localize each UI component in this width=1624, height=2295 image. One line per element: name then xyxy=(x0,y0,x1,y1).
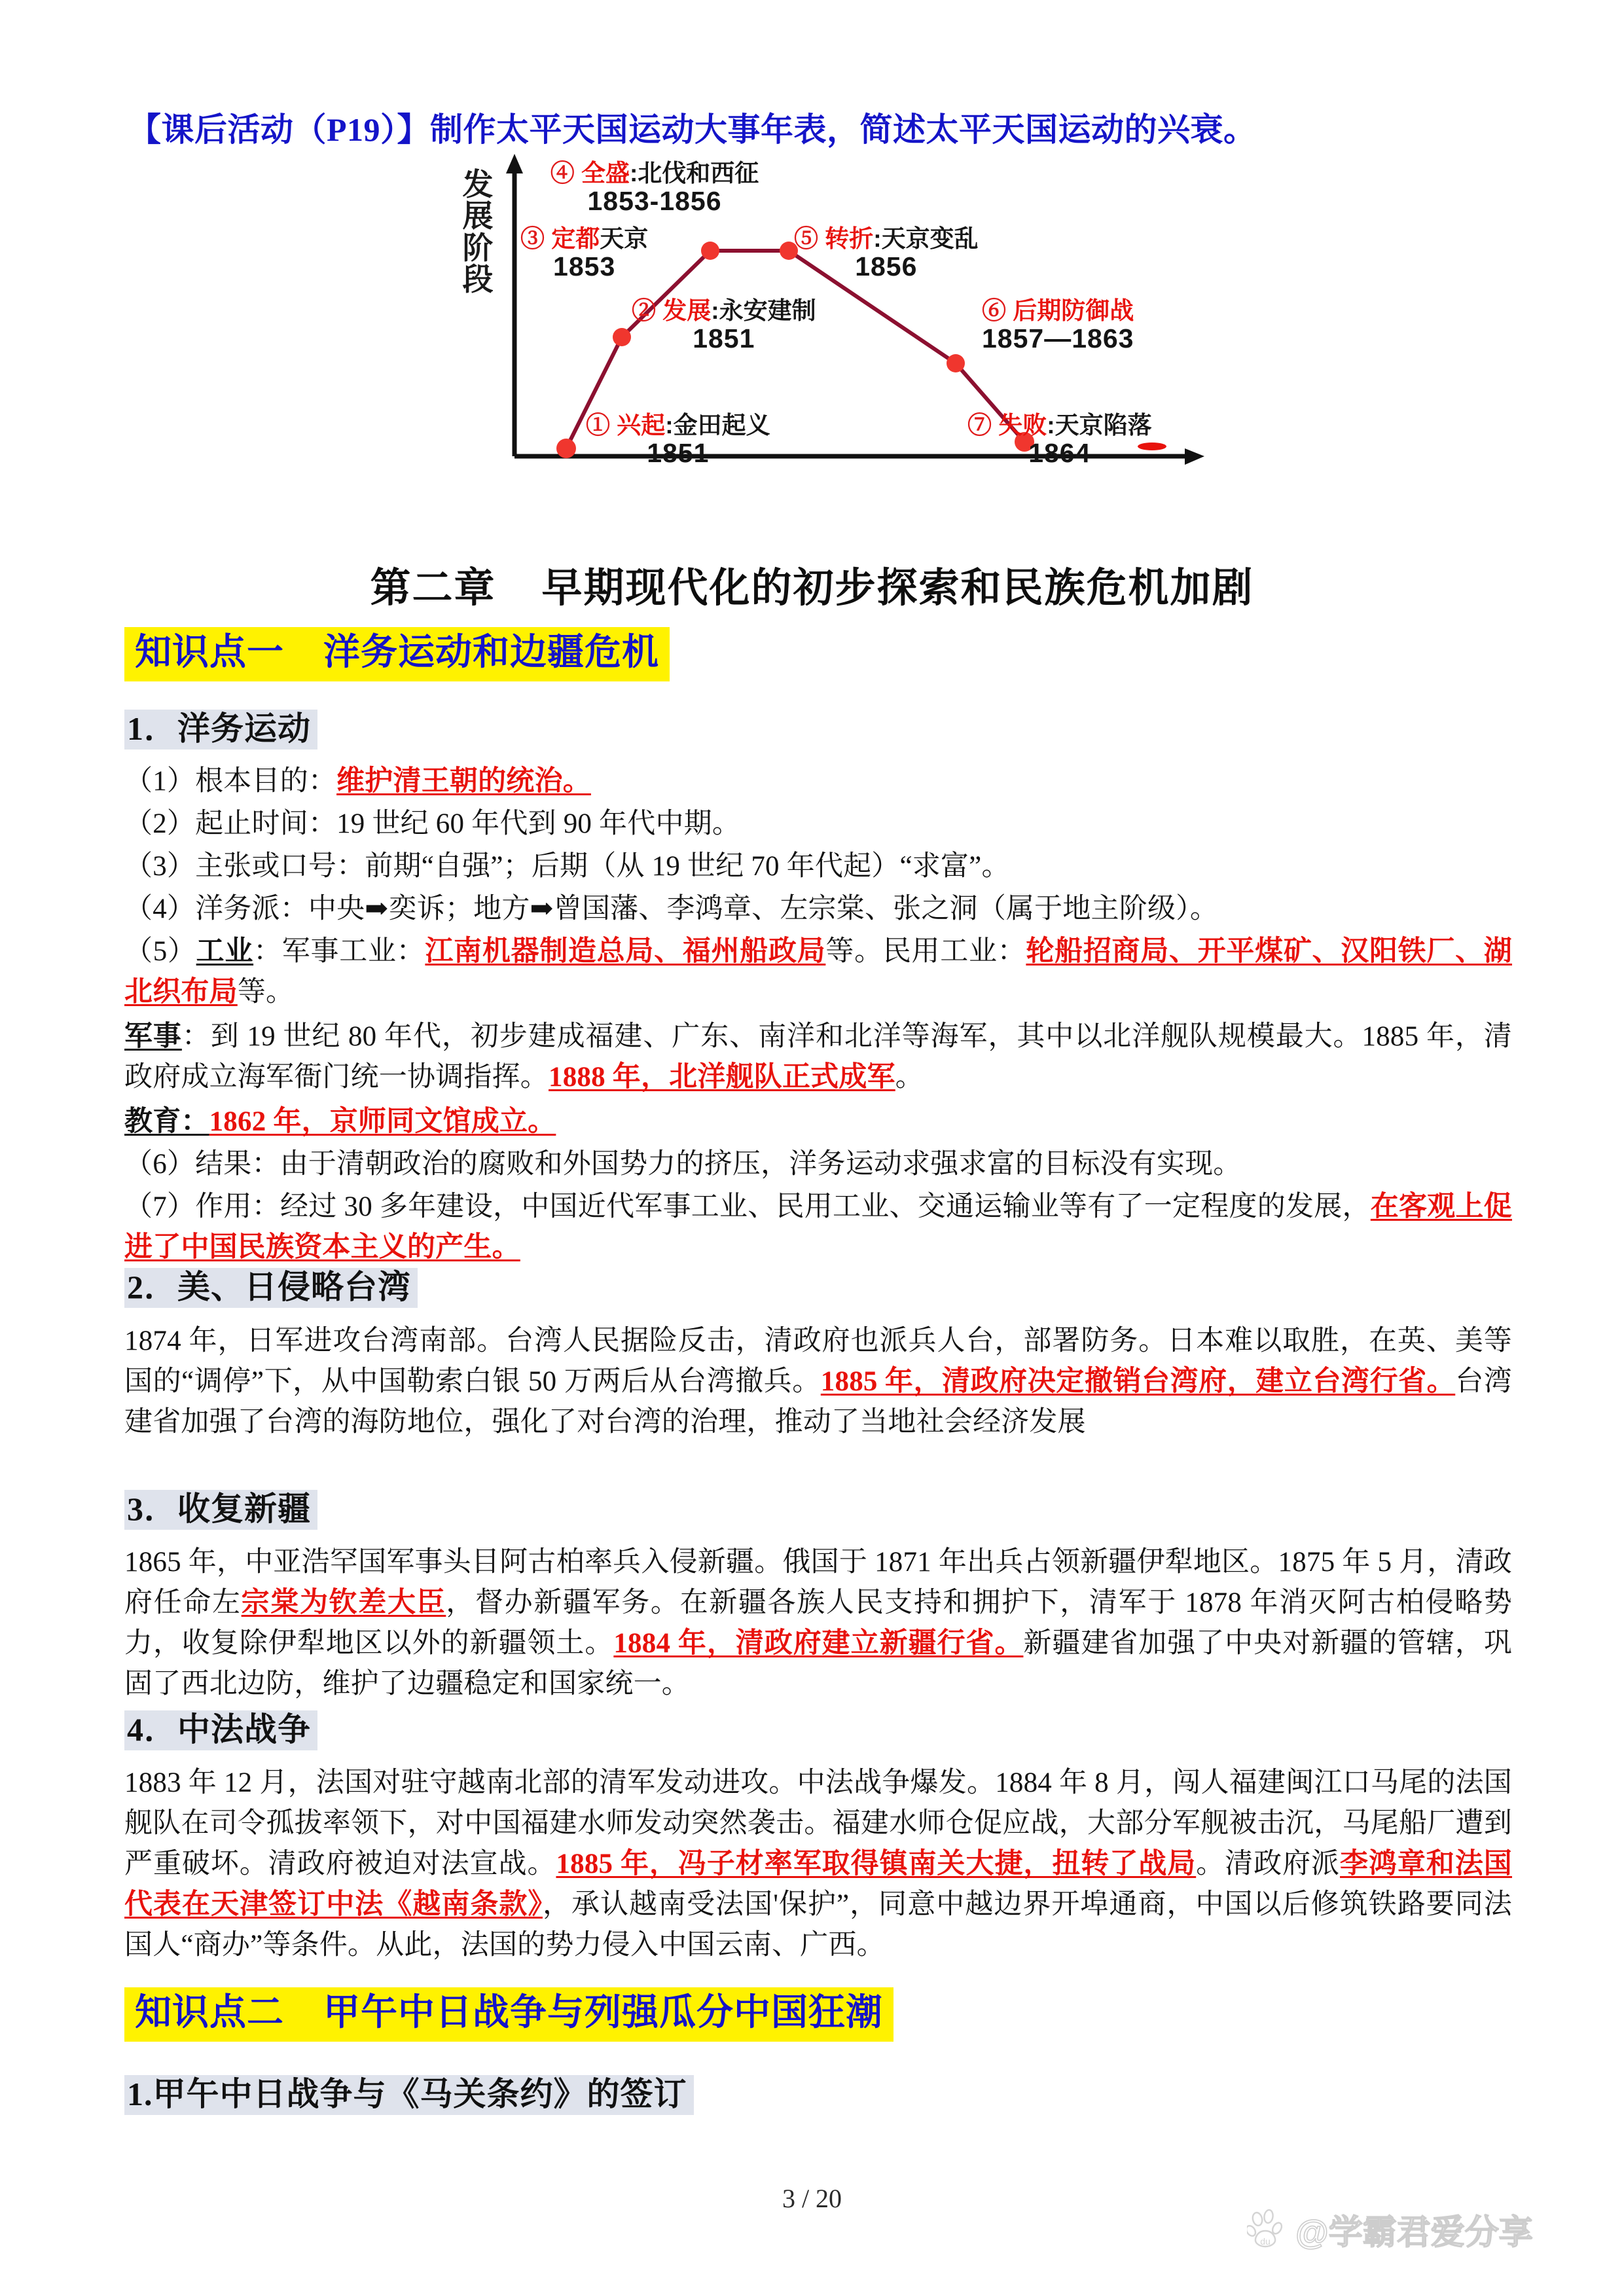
section-1-military xyxy=(124,1017,1512,1098)
chapter-title xyxy=(0,555,1624,613)
military-label: 军事 xyxy=(124,1021,182,1052)
watermark-text: @学霸君爱分享 xyxy=(1295,2214,1533,2252)
annotation-3-year: 1853 xyxy=(553,251,616,281)
knowledge-point-1-banner xyxy=(124,627,670,681)
annotation-1-rest: :金田起义 xyxy=(665,412,770,439)
section-3-part-e: 新疆建省加强了中央对新疆的管辖，巩固了西北边防，维护了边疆稳定和国家统一。 xyxy=(124,1628,1513,1699)
section-4-part-c: 。清政府派 xyxy=(1196,1849,1340,1879)
y-axis-char-2: 展 xyxy=(462,198,494,234)
svg-text:du: du xyxy=(1260,2235,1271,2247)
section-1-education xyxy=(124,1102,1512,1142)
annotation-7-key: 失败 xyxy=(998,412,1047,439)
annotation-4-year: 1853-1856 xyxy=(587,185,722,216)
x-axis-arrow-head xyxy=(1185,448,1204,465)
item-5-suffix: 等。 xyxy=(237,977,295,1007)
chart-annotation-7 xyxy=(967,412,1152,467)
section-2-part-c: 台湾建省加强了台湾的海防地位，强化了对台湾的治理，推动了当地社会经济发展 xyxy=(124,1366,1513,1437)
annotation-3-number: ③ xyxy=(520,225,545,252)
annotation-1-number: ① xyxy=(586,412,610,439)
annotation-5-year: 1856 xyxy=(855,251,918,281)
chapter-name: 早期现代化的初步探索和民族危机加剧 xyxy=(541,566,1254,611)
annotation-3-key: 定都 xyxy=(551,225,600,252)
section-1-heading: 1．洋务运动 xyxy=(124,710,317,750)
chart-annotation-2 xyxy=(632,298,816,353)
annotation-2-number: ② xyxy=(632,297,656,324)
annotation-7-year: 1864 xyxy=(1028,437,1091,468)
annotation-6-key: 后期防御战 xyxy=(1013,297,1134,324)
annotation-4-number: ④ xyxy=(550,160,575,187)
chart-annotation-5 xyxy=(794,226,979,281)
section-3-body xyxy=(124,1542,1512,1705)
data-point-1 xyxy=(556,439,576,458)
item-7-emphasis: 在客观上促进了中国民族资本主义的产生。 xyxy=(124,1191,1512,1263)
annotation-1-key: 兴起 xyxy=(617,412,666,439)
section-1-item-4: （4）洋务派：中央➡奕诉；地方➡曾国藩、李鸿章、左宗棠、张之洞（属于地主阶级）。 xyxy=(124,894,1219,924)
annotation-5-key: 转折 xyxy=(825,225,874,252)
data-point-2 xyxy=(613,328,631,346)
annotation-1-year: 1851 xyxy=(647,437,710,468)
knowledge-point-2-label: 知识点二 xyxy=(135,1993,284,2033)
section-1-item-6: （6）结果：由于清朝政治的腐败和外国势力的挤压，洋务运动求强求富的目标没有实现。 xyxy=(124,1149,1242,1180)
military-emphasis: 1888 年，北洋舰队正式成军 xyxy=(549,1062,895,1093)
item-5-mid1: ：军事工业： xyxy=(253,936,425,967)
section-2-part-a: 1874 年，日军进攻台湾南部。台湾人民据险反击，清政府也派兵人台，部署防务。日本难以取胜，在英、美等国的“调停”下，从中国勒索白银 50 万两后从台湾撤兵。 xyxy=(124,1326,1512,1397)
chapter-number: 第二章 xyxy=(370,566,496,611)
baidu-paw-icon xyxy=(1247,2209,1288,2250)
item-5-military-industries: 江南机器制造总局、福州船政局 xyxy=(425,936,826,967)
data-point-3 xyxy=(701,242,719,260)
knowledge-point-2-banner xyxy=(124,1987,893,2042)
data-point-6 xyxy=(947,354,965,372)
section-3-emphasis-1: 宗棠为钦差大臣 xyxy=(241,1587,446,1618)
section-2-body xyxy=(124,1321,1512,1443)
knowledge-point-2-title: 甲午中日战争与列强瓜分中国狂潮 xyxy=(323,1993,883,2033)
chart-annotation-3 xyxy=(520,226,648,281)
section-4-body xyxy=(124,1763,1512,1966)
section-1-item-1 xyxy=(124,761,1512,802)
section-1-item-3: （3）主张或口号：前期“自强”；后期（从 19 世纪 70 年代起）“求富”。 xyxy=(124,851,1010,882)
annotation-4-rest: :北伐和西征 xyxy=(629,160,759,187)
annotation-7-number: ⑦ xyxy=(967,412,992,439)
annotation-6-number: ⑥ xyxy=(982,297,1006,324)
section-3-part-a: 1865 年，中亚浩罕国军事头目阿古柏率兵入侵新疆。俄国于 1871 年出兵占领新疆伊犁地区。1875 年 5 月，清政府任命左 xyxy=(124,1547,1512,1618)
section-4-emphasis-2: 李鸿章和法国代表在天津签订中法《越南条款》 xyxy=(124,1849,1513,1920)
annotation-5-rest: :天京变乱 xyxy=(873,225,979,252)
annotation-2-rest: :永安建制 xyxy=(711,297,816,324)
military-body: ：到 19 世纪 80 年代，初步建成福建、广东、南洋和北洋等海军，其中以北洋舰队规模最大。1885 年，清政府成立海军衙门统一协调指挥。 xyxy=(124,1021,1512,1093)
annotation-4-key: 全盛 xyxy=(581,160,630,187)
item-5-civil-industries: 轮船招商局、开平煤矿、汉阳铁厂、湖北织布局 xyxy=(124,936,1513,1007)
annotation-7-rest: :天京陷落 xyxy=(1047,412,1152,439)
y-axis-char-4: 段 xyxy=(462,262,494,297)
y-axis-arrow-head xyxy=(506,154,523,173)
knowledge-point-1-label: 知识点一 xyxy=(135,632,284,673)
annotation-2-year: 1851 xyxy=(693,323,755,353)
education-label: 教育： xyxy=(124,1106,209,1137)
annotation-5-number: ⑤ xyxy=(794,225,818,252)
section-4-emphasis-1: 1885 年，冯子材率军取得镇南关大捷，扭转了战局 xyxy=(556,1849,1197,1879)
section-5-heading: 1.甲午中日战争与《马关条约》的签订 xyxy=(124,2075,694,2115)
knowledge-point-1-title: 洋务运动和边疆危机 xyxy=(323,632,659,673)
section-4-part-a: 1883 年 12 月，法国对驻守越南北部的清军发动进攻。中法战争爆发。1884 年 8 月，闯人福建闽江口马尾的法国舰队在司令孤拔率领下，对中国福建水师发动突然袭击。福建水师仓促应战，大部分军舰被击沉，马尾船厂遭到严重破坏。清政府被迫对法宣战。 xyxy=(124,1767,1512,1879)
section-1-item-5 xyxy=(124,931,1512,1013)
section-3-heading: 3．收复新疆 xyxy=(124,1490,317,1530)
chart-annotation-6 xyxy=(982,298,1134,353)
item-5-label: 工业 xyxy=(196,936,254,967)
section-1-item-7 xyxy=(124,1187,1512,1268)
y-axis-char-1: 发 xyxy=(462,167,494,202)
page-number: 3 / 20 xyxy=(782,2184,842,2213)
chart-annotation-1 xyxy=(586,412,770,467)
section-3-part-c: ，督办新疆军务。在新疆各族人民支持和拥护下，清军于 1878 年消灭阿古柏侵略势力，收复除伊犁地区以外的新疆领土。 xyxy=(124,1587,1512,1659)
activity-heading: 【课后活动（P19）】制作太平天国运动大事年表，简述太平天国运动的兴衰。 xyxy=(128,111,1257,148)
section-4-part-e: ，承认越南受法国'保护”，同意中越边界开埠通商，中国以后修筑铁路要同法国人“商办”等条件。从此，法国的势力侵入中国云南、广西。 xyxy=(124,1889,1512,1961)
section-2-emphasis: 1885 年，清政府决定撤销台湾府，建立台湾行省。 xyxy=(820,1366,1456,1397)
y-axis-char-3: 阶 xyxy=(462,230,494,265)
education-emphasis: 1862 年，京师同文馆成立。 xyxy=(209,1106,556,1137)
item-5-mid2: 等。民用工业： xyxy=(825,936,1026,967)
section-4-heading: 4．中法战争 xyxy=(124,1710,317,1750)
section-1-item-2: （2）起止时间：19 世纪 60 年代到 90 年代中期。 xyxy=(124,808,741,839)
chart-annotation-4 xyxy=(550,160,759,215)
annotation-3-rest: 天京 xyxy=(600,225,649,252)
item-1-prefix: （1）根本目的： xyxy=(124,766,337,797)
section-2-heading: 2．美、日侵略台湾 xyxy=(124,1268,418,1308)
annotation-6-year: 1857—1863 xyxy=(982,323,1134,353)
item-1-emphasis: 维护清王朝的统治。 xyxy=(336,766,591,797)
annotation-2-key: 发展 xyxy=(662,297,712,324)
section-3-emphasis-2: 1884 年，清政府建立新疆行省。 xyxy=(613,1628,1024,1659)
military-period: 。 xyxy=(895,1062,924,1093)
item-5-prefix: （5） xyxy=(124,936,196,967)
item-7-body: （7）作用：经过 30 多年建设，中国近代军事工业、民用工业、交通运输业等有了一定程度的发展， xyxy=(124,1191,1371,1222)
